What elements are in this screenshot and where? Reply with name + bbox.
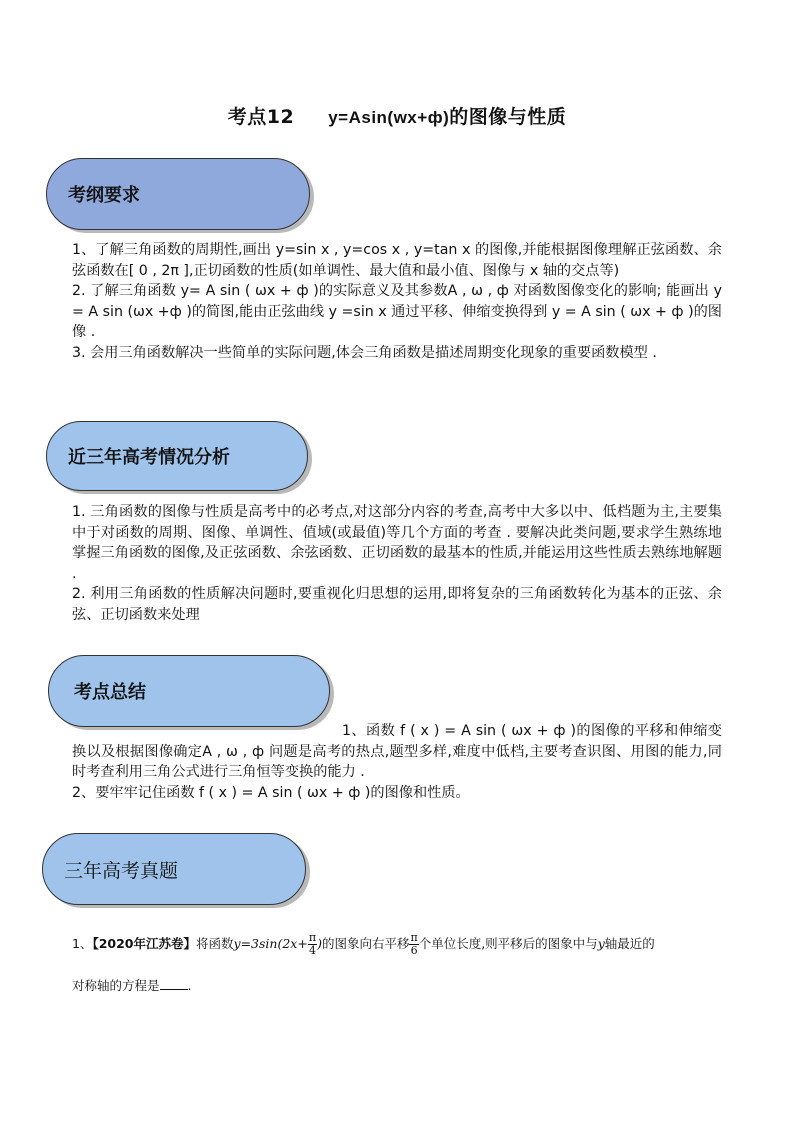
question-function-close: ) — [317, 936, 322, 951]
syllabus-item: 1、了解三角函数的周期性,画出 y=sin x , y=cos x , y=tan x 的图像,并能根据图像理解正弦函数、余弦函数在[ 0 , 2π ],正切函数的性质(如单调性、最大值和最小值、图像与 x 轴的交点等) — [72, 242, 722, 279]
fraction-pi-over-4 — [308, 932, 317, 957]
section-label-analysis: 近三年高考情况分析 — [68, 447, 230, 468]
title-formula: y=Asin(wx+ф) — [328, 108, 450, 127]
question-text: 的图象向右平移 — [321, 936, 410, 951]
question-function: y=3sin(2x+ — [233, 936, 308, 951]
question-end: . — [187, 978, 192, 993]
section-label-summary: 考点总结 — [74, 682, 146, 703]
summary-item: 1、函数 f ( x ) = A sin ( ωx + ф )的图像的平移和伸缩变换以及根据图像确定A , ω , ф 问题是高考的热点,题型多样,难度中低档,主要考查识图、用图的能力,同时考查利用三角公式进行三角恒等变换的能力 . — [72, 723, 722, 780]
section-badge-exams — [42, 833, 306, 905]
section-badge-syllabus — [46, 158, 310, 230]
analysis-item: 1. 三角函数的图像与性质是高考中的必考点,对这部分内容的考查,高考中大多以中、低档题为主,主要集中于对函数的周期、图像、单调性、值域(或最值)等几个方面的考查 . 要解决此类问题,要求学生熟练地掌握三角函数的图像,及正弦函数、余弦函数、正切函数的最基本的性质,并能运用这些性质去熟练地解题 . — [72, 504, 722, 582]
summary-content — [72, 721, 722, 803]
syllabus-item: 2. 了解三角函数 y= A sin ( ωx + ф )的实际意义及其参数A , ω , ф 对函数图像变化的影响; 能画出 y = A sin (ωx +ф )的简图,能由正弦曲线 y =sin x 通过平移、伸缩变换得到 y = A sin ( ωx + ф )的图像 . — [72, 283, 722, 340]
syllabus-content — [72, 240, 722, 363]
question-1-line1 — [72, 932, 732, 957]
question-text: 个单位长度,则平移后的图象中与 — [418, 936, 598, 951]
question-source: 【2020年江苏卷】 — [92, 936, 196, 951]
answer-blank[interactable] — [160, 989, 188, 990]
question-text: 对称轴的方程是 — [72, 978, 160, 993]
fraction-denominator: 6 — [410, 944, 418, 957]
fraction-pi-over-6 — [409, 932, 418, 957]
question-axis: y — [597, 936, 605, 951]
section-label-exams: 三年高考真题 — [64, 859, 179, 882]
question-text: 轴最近的 — [604, 936, 655, 951]
section-badge-analysis — [46, 421, 308, 491]
question-1 — [72, 932, 732, 997]
title-prefix: 考点12 — [227, 106, 295, 128]
syllabus-item: 3. 会用三角函数解决一些简单的实际问题,体会三角函数是描述周期变化现象的重要函数模型 . — [72, 344, 657, 361]
analysis-item: 2. 利用三角函数的性质解决问题时,要重视化归思想的运用,即将复杂的三角函数转化为基本的正弦、余弦、正切函数来处理 — [72, 586, 722, 623]
fraction-numerator: π — [410, 931, 418, 944]
section-badge-summary — [48, 655, 330, 727]
page-title — [0, 102, 794, 129]
question-number: 1、 — [72, 936, 93, 951]
summary-item: 2、要牢牢记住函数 f ( x ) = A sin ( ωx + ф )的图像和性质。 — [72, 784, 470, 801]
question-text: 将函数 — [196, 936, 234, 951]
section-label-syllabus: 考纲要求 — [68, 185, 140, 206]
analysis-content — [72, 502, 722, 625]
title-suffix: 的图像与性质 — [449, 106, 567, 128]
fraction-numerator: π — [308, 931, 317, 944]
fraction-denominator: 4 — [308, 944, 316, 957]
question-1-line2 — [72, 975, 732, 997]
